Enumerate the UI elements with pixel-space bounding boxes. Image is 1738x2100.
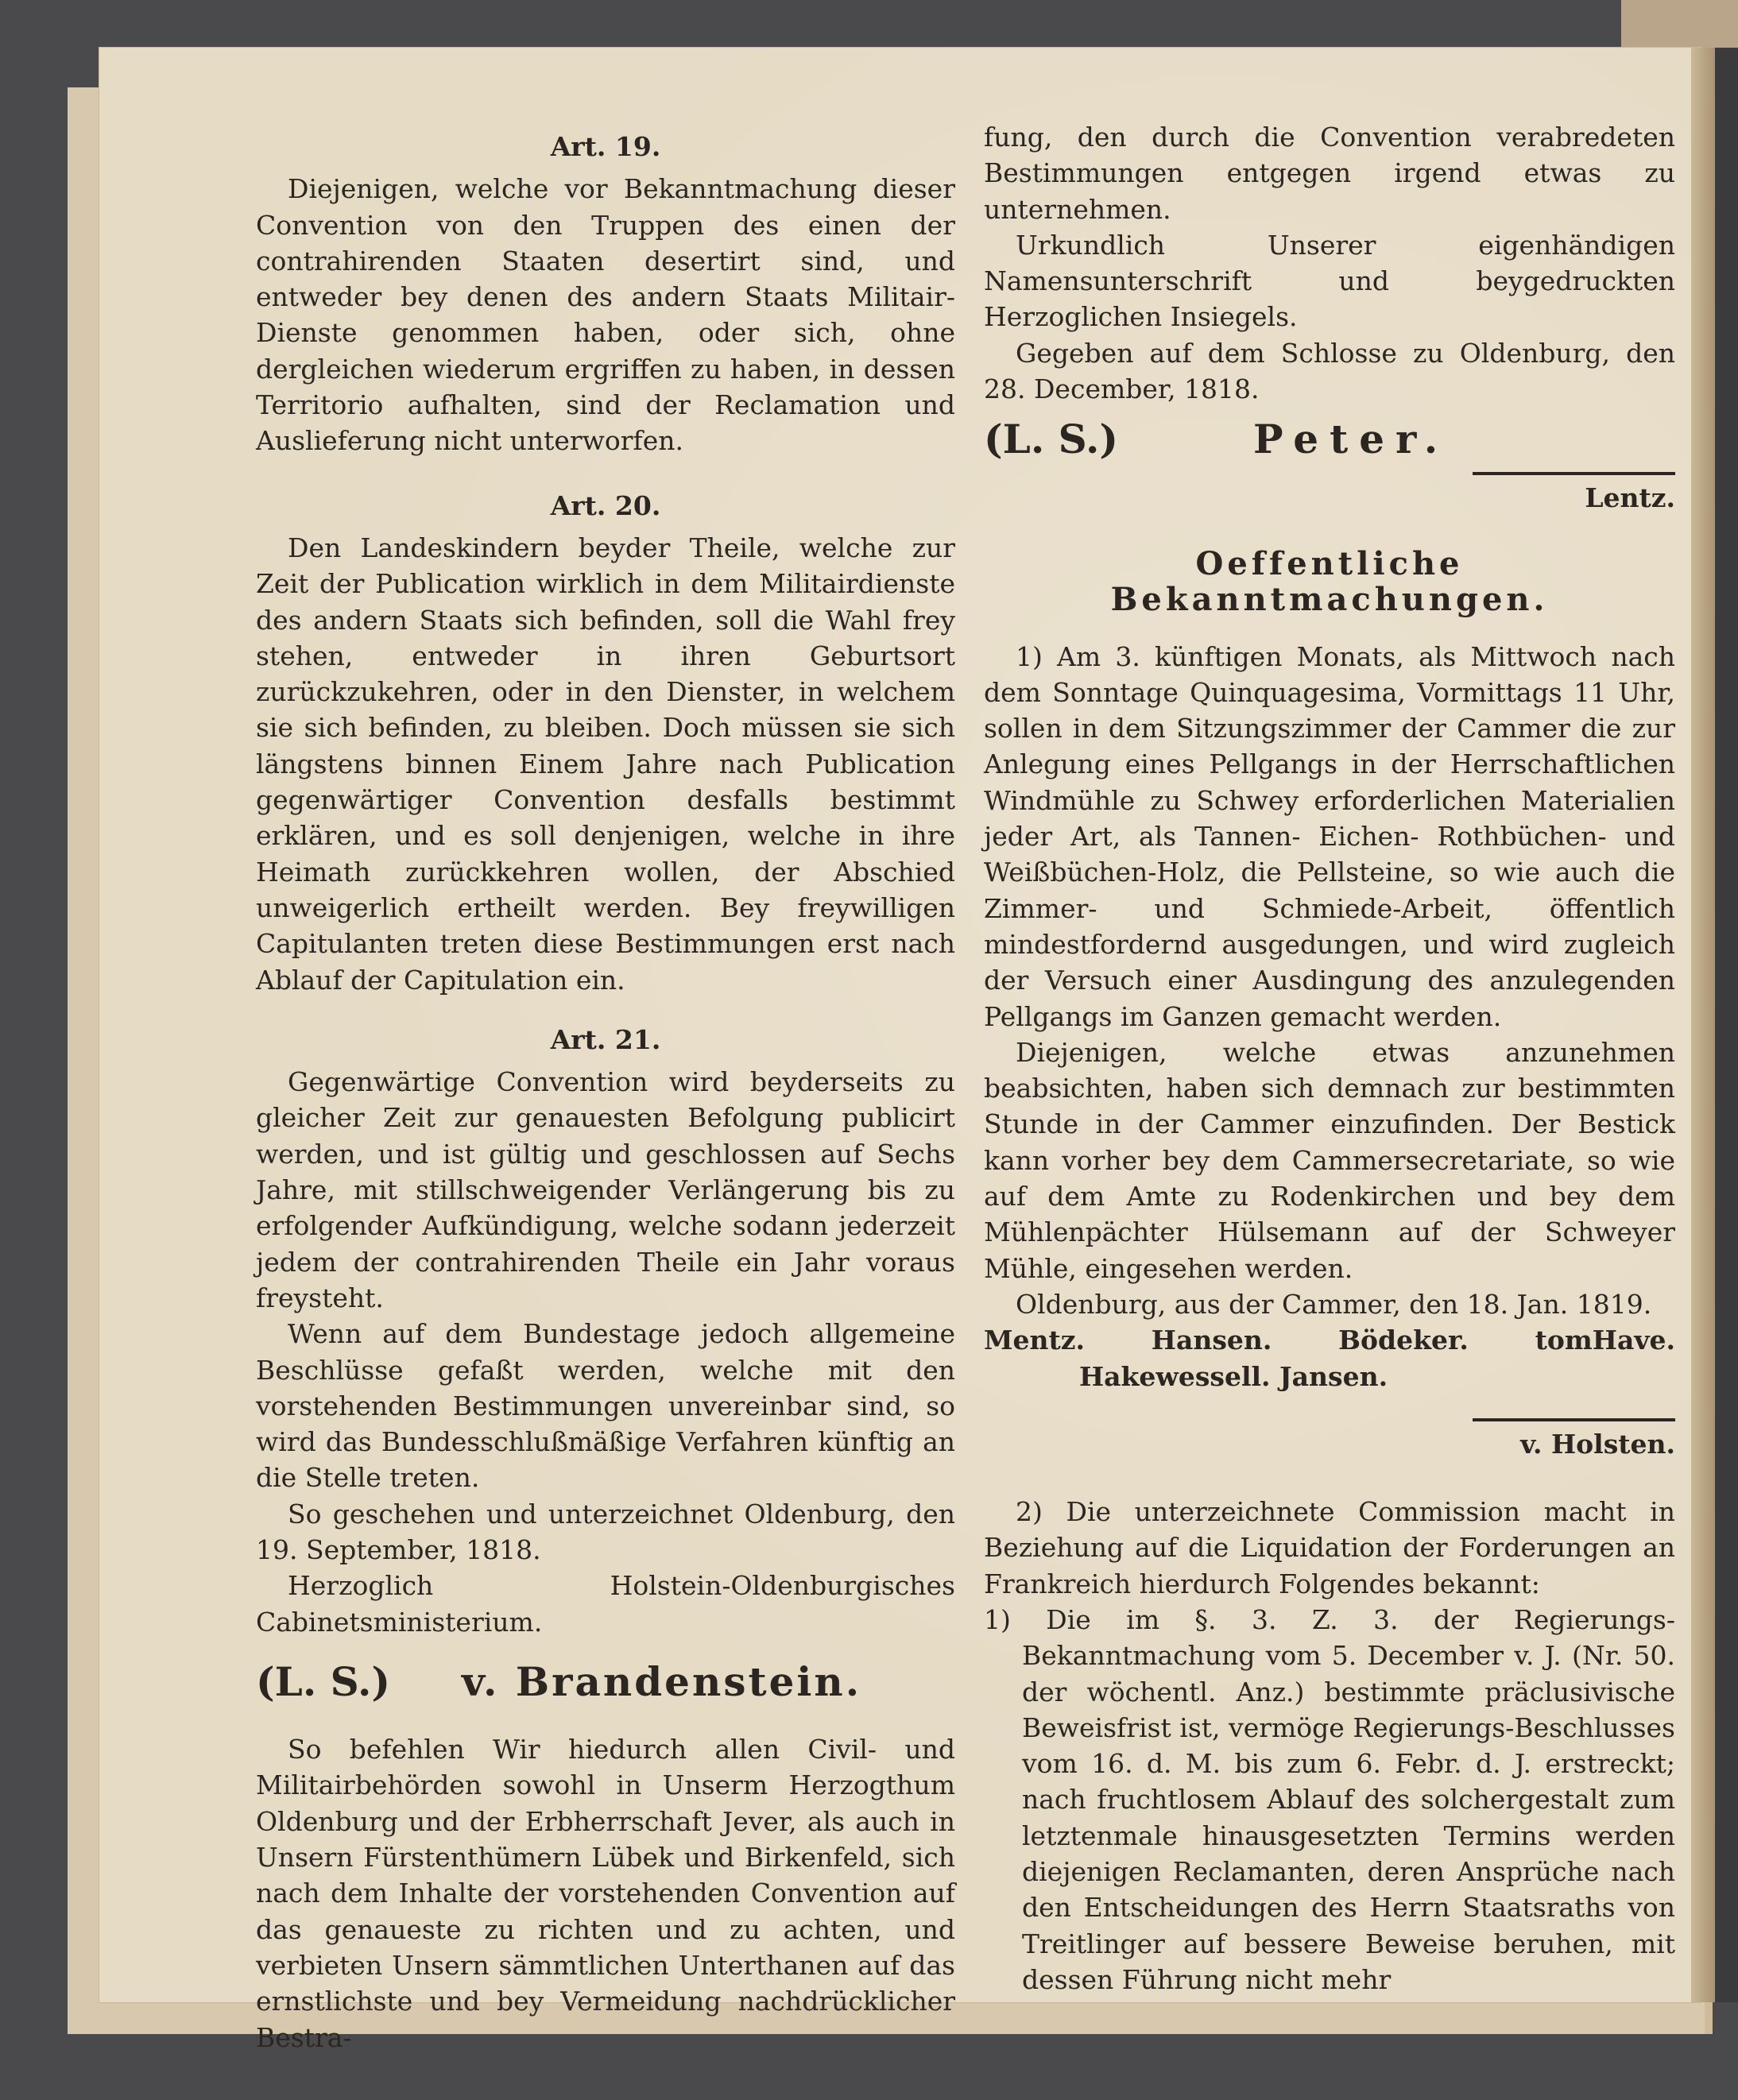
article-20-heading: Art. 20. [550,489,661,521]
notice-1-rule [1473,1418,1675,1421]
right-column [984,119,1675,1998]
sovereign-name: Peter. [1253,416,1450,463]
article-21-heading: Art. 21. [550,1023,661,1055]
signer-name: v. Brandenstein. [462,1657,862,1705]
seal-mark: (L. S.) [256,1657,391,1705]
binding-gutter [1691,48,1715,2002]
attestation: Urkundlich Unserer eigenhändigen Namensunterschrift und beygedruckten Herzoglichen Insiegels. [984,229,1675,333]
notice-1-signers: Mentz. Hansen. Bödeker. tomHave. Hakewessell. Jansen. [984,1325,1675,1392]
continuation-text: fung, den durch die Convention verabredeten Bestimmungen entgegen irgend etwas zu unternehmen. [984,122,1675,225]
notice-1-continued: Diejenigen, welche etwas anzunehmen beabsichten, haben sich demnach zur bestimmten Stunde in der Cammer einzufinden. Der Bestick kann vorher bey dem Cammersecretariate, so wie auf dem Amte zu Rodenkirchen und bey dem Mühlenpächter Hülsemann auf der Schweyer Mühle, eingesehen werden. [984,1036,1675,1284]
notice-1-place-date: Oldenburg, aus der Cammer, den 18. Jan. 1819. [1016,1288,1652,1320]
article-19-heading: Art. 19. [550,131,661,162]
section-heading: Oeffentliche Bekanntmachungen. [1110,544,1549,619]
book-edge [1715,48,1738,2002]
notice-2-item-1: 1) Die im §. 3. Z. 3. der Regierungs-Bekanntmachung vom 5. December v. J. (Nr. 50. der wöchentl. Anz.) bestimmte präclusivische Beweisfrist ist, vermöge Regierungs-Beschlusses vom 16. d. M. bis zum 6. Febr. d. J. erstreckt; nach fruchtlosem Ablauf des solchergestalt zum letztenmale hinausgesetzten Termins werden diejenigen Reclamanten, deren Ansprüche nach den Entscheidungen des Herrn Staatsraths von Treitlinger auf bessere Beweise beruhen, mit dessen Führung nicht mehr [984,1603,1675,1995]
notice-2: 2) Die unterzeichnete Commission macht in Beziehung auf die Liquidation der Forderungen an Frankreich hierdurch Folgendes bekannt: [984,1496,1675,1599]
command-text: So befehlen Wir hiedurch allen Civil- und Militairbehörden sowohl in Unserm Herzogthum Oldenburg und der Erbherrschaft Jever, als auch in Unsern Fürstenthümern Lübek und Birkenfeld, sich nach dem Inhalte der vorstehenden Convention auf das genaueste zu richten und zu achten, und verbieten Unsern sämmtlichen Unterthanen auf das ernstlichste und bey Vermeidung nachdrücklicher Bestra- [256,1734,955,2053]
seal-mark-right: (L. S.) [984,416,1119,463]
left-column [256,119,955,2056]
article-21-text: Gegenwärtige Convention wird beyderseits zu gleicher Zeit zur genauesten Befolgung publicirt werden, und ist gültig und geschlossen auf Sechs Jahre, mit stillschweigender Verlängerung bis zu erfolgender Aufkündigung, welche sodann jederzeit jedem der contrahirenden Theile ein Jahr voraus freysteht. [256,1066,955,1313]
notice-1-signature: v. Holsten. [1520,1428,1675,1460]
page-corner [1621,0,1738,48]
signing-place-date: So geschehen und unterzeichnet Oldenburg, den 19. September, 1818. [256,1498,955,1565]
notice-1: 1) Am 3. künftigen Monats, als Mittwoch nach dem Sonntage Quinquagesima, Vormittags 11 Uhr, sollen in dem Sitzungszimmer der Cammer die zur Anlegung eines Pellgangs in der Herrschaftlichen Windmühle zu Schwey erforderlichen Materialien jeder Art, als Tannen- Eichen- Rothbüchen- und Weißbüchen-Holz, die Pellsteine, so wie auch die Zimmer- und Schmiede-Arbeit, öffentlich mindestfordernd ausgedungen, und wird zugleich der Versuch einer Ausdingung des anzulegenden Pellgangs im Ganzen gemacht werden. [984,640,1675,1032]
ministry-name: Herzoglich Holstein-Oldenburgisches Cabinetsministerium. [256,1570,955,1638]
article-19-text: Diejenigen, welche vor Bekanntmachung dieser Convention von den Truppen des einen der contrahirenden Staaten desertirt sind, und entweder bey denen des andern Staats Militair-Dienste genommen haben, oder sich, ohne dergleichen wiederum ergriffen zu haben, in dessen Territorio aufhalten, sind der Reclamation und Auslieferung nicht unterworfen. [256,173,955,457]
countersignature: Lentz. [1585,481,1675,513]
seal-line [256,1657,955,1705]
given-place-date: Gegeben auf dem Schlosse zu Oldenburg, den 28. December, 1818. [984,337,1675,405]
signature-rule [1473,472,1675,475]
article-20-text: Den Landeskindern beyder Theile, welche zur Zeit der Publication wirklich in dem Militairdienste des andern Staats sich befinden, soll die Wahl frey stehen, entweder in ihren Geburtsort zurückzukehren, oder in den Dienster, in welchem sie sich befinden, zu bleiben. Doch müssen sie sich längstens binnen Einem Jahre nach Publication gegenwärtiger Convention desfalls bestimmt erklären, und es soll denjenigen, welche in ihre Heimath zurückkehren wollen, der Abschied unweigerlich ertheilt werden. Bey freywilligen Capitulanten treten diese Bestimmungen erst nach Ablauf der Capitulation ein. [256,532,955,996]
seal-line-right [984,416,1675,463]
article-21-text-2: Wenn auf dem Bundestage jedoch allgemeine Beschlüsse gefaßt werden, welche mit den vorstehenden Bestimmungen unvereinbar sind, so wird das Bundesschlußmäßige Verfahren künftig an die Stelle treten. [256,1318,955,1494]
